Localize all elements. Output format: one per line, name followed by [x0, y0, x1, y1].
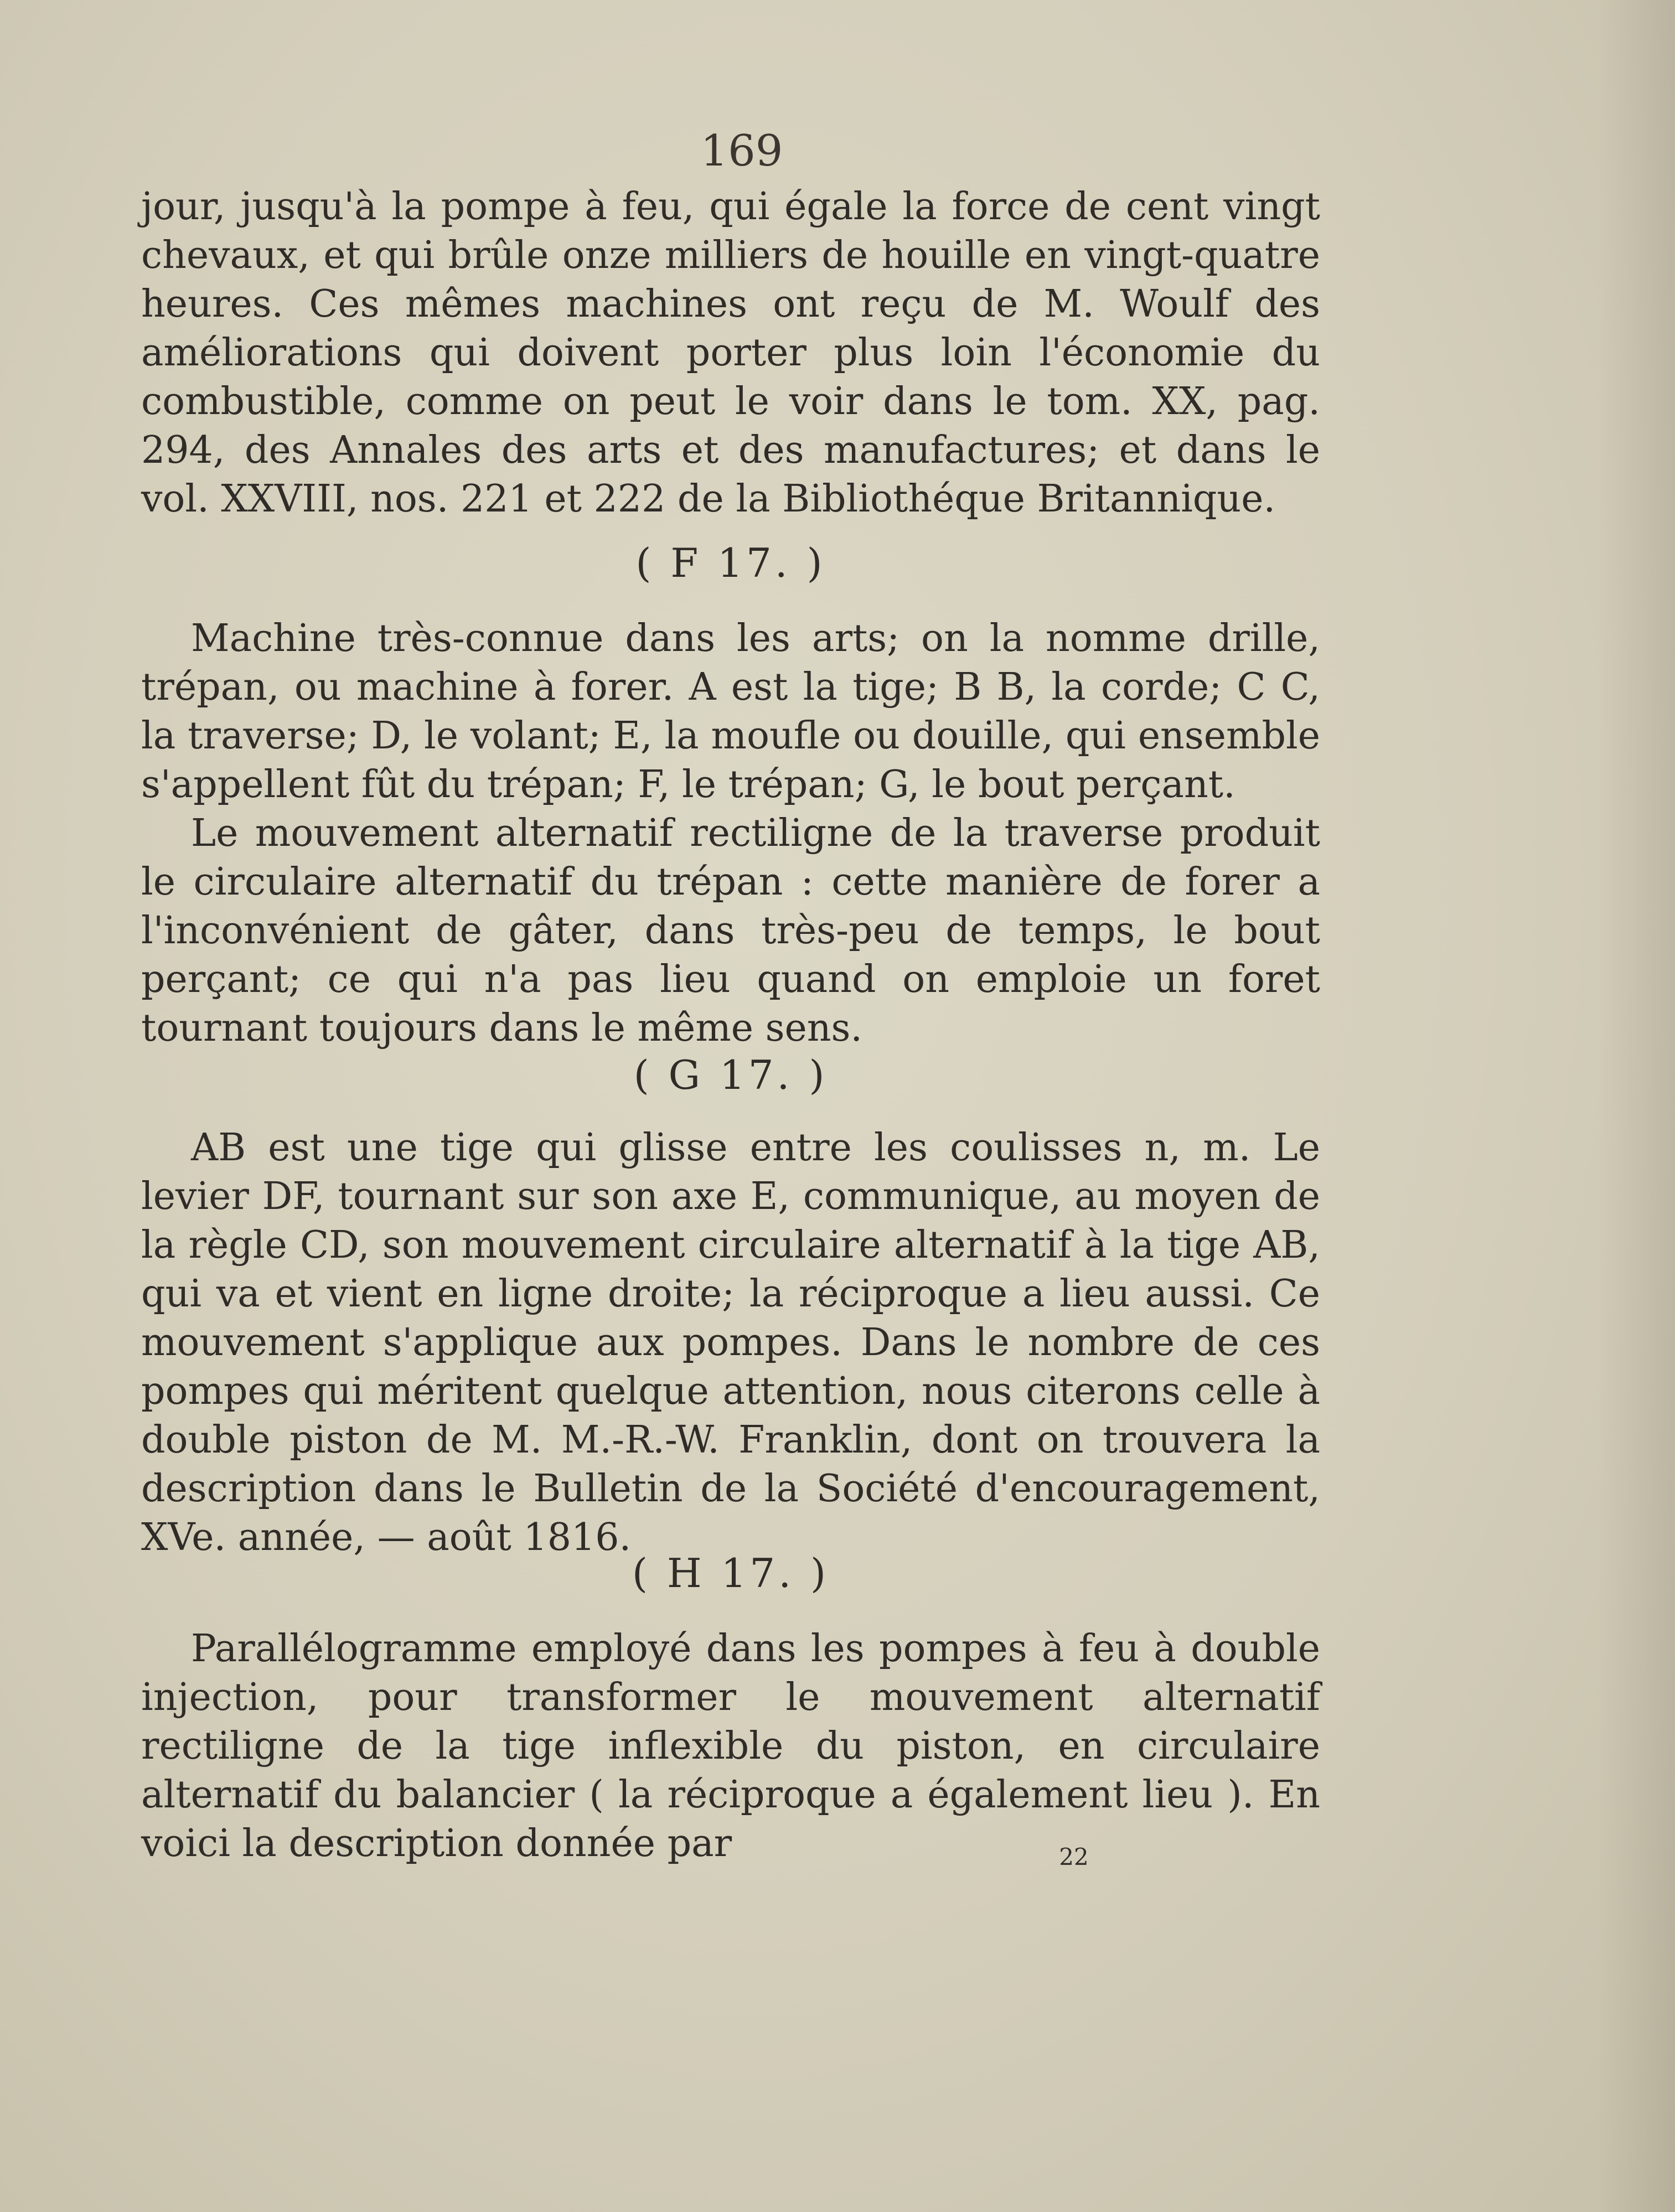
page-number: 169	[700, 126, 783, 176]
section-g17-body	[141, 1124, 1320, 1562]
top-paragraph: jour, jusqu'à la pompe à feu, qui égale la force de cent vingt chevaux, et qui brûle onze milliers de houille en vingt-quatre heures. Ces mêmes machines ont reçu de M. Woulf des améliorations qui doivent porter plus loin l'économie du combustible, comme on peut le voir dans le tom. XX, pag. 294, des Annales des arts et des manufactures; et dans le vol. XXVIII, nos. 221 et 222 de la Bibliothéque Britannique.	[141, 185, 1320, 521]
section-heading-h17: ( H 17. )	[632, 1550, 830, 1596]
signature-mark: 22	[1059, 1843, 1089, 1870]
section-heading-f17: ( F 17. )	[635, 540, 826, 586]
paragraph-f17-2: Le mouvement alternatif rectiligne de la traverse produit le circulaire alternatif du trépan : cette manière de forer a l'inconvénient de gâter, dans très-peu de temps, le bout perçant; ce qui n'a pas lieu quand on emploie un foret tournant toujours dans le même sens.	[141, 812, 1320, 1050]
section-heading-g17: ( G 17. )	[633, 1052, 828, 1098]
section-h17-body	[141, 1625, 1320, 1868]
top-paragraph-block	[141, 183, 1320, 524]
paragraph-g17-1: AB est une tige qui glisse entre les coulisses n, m. Le levier DF, tournant sur son axe E, communique, au moyen de la règle CD, son mouvement circulaire alternatif à la tige AB, qui va et vient en ligne droite; la réciproque a lieu aussi. Ce mouvement s'applique aux pompes. Dans le nombre de ces pompes qui méritent quelque attention, nous citerons celle à double piston de M. M.-R.-W. Franklin, dont on trouvera la description dans le Bulletin de la Société d'encouragement, XVe. année, — août 1816.	[141, 1126, 1320, 1559]
paragraph-h17-1: Parallélogramme employé dans les pompes à feu à double injection, pour transformer le mouvement alternatif rectiligne de la tige inflexible du piston, en circulaire alternatif du balancier ( la réciproque a également lieu ). En voici la description donnée par	[141, 1627, 1320, 1865]
page-edge-shadow	[1598, 0, 1675, 2212]
section-f17-body	[141, 614, 1320, 1053]
paragraph-f17-1: Machine très-connue dans les arts; on la nomme drille, trépan, ou machine à forer. A est la tige; B B, la corde; C C, la traverse; D, le volant; E, la moufle ou douille, qui ensemble s'appellent fût du trépan; F, le trépan; G, le bout perçant.	[141, 617, 1320, 807]
